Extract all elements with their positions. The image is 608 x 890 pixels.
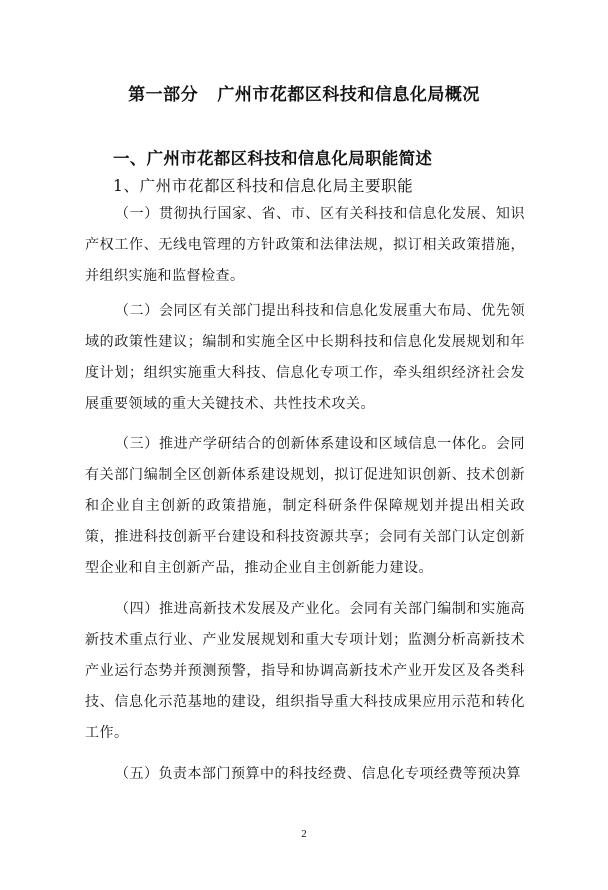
paragraph-1: （一）贯彻执行国家、省、市、区有关科技和信息化发展、知识产权工作、无线电管理的方针政策和法律法规，拟订相关政策措施，并组织实施和监督检查。 [85, 206, 525, 284]
paragraph-2: （二）会同区有关部门提出科技和信息化发展重大布局、优先领域的政策性建议；编制和实施全区中长期科技和信息化发展规划和年度计划；组织实施重大科技、信息化专项工作，牵头组织经济社会发展重要领域的重大关键技术、共性技术攻关。 [85, 303, 525, 412]
paragraph-4: （四）推进高新技术发展及产业化。会同有关部门编制和实施高新技术重点行业、产业发展规划和重大专项计划；监测分析高新技术产业运行态势并预测预警，指导和协调高新技术产业开发区及各类科技、信息化示范基地的建设，组织指导重大科技成果应用示范和转化工作。 [85, 601, 525, 741]
page-number: 2 [301, 828, 307, 840]
section-title: 一、广州市花都区科技和信息化局职能简述 [113, 149, 433, 168]
part-title: 第一部分 广州市花都区科技和信息化局概况 [128, 85, 480, 105]
subsection-title: 1、广州市花都区科技和信息化局主要职能 [113, 177, 414, 195]
paragraph-3: （三）推进产学研结合的创新体系建设和区域信息一体化。会同有关部门编制全区创新体系建设规划，拟订促进知识创新、技术创新和企业自主创新的政策措施，制定科研条件保障规划并提出相关政策，推进科技创新平台建设和科技资源共享；会同有关部门认定创新型企业和自主创新产品，推动企业自主创新能力建设。 [85, 436, 525, 576]
paragraph-5: （五）负责本部门预算中的科技经费、信息化专项经费等预决算 [115, 766, 521, 782]
